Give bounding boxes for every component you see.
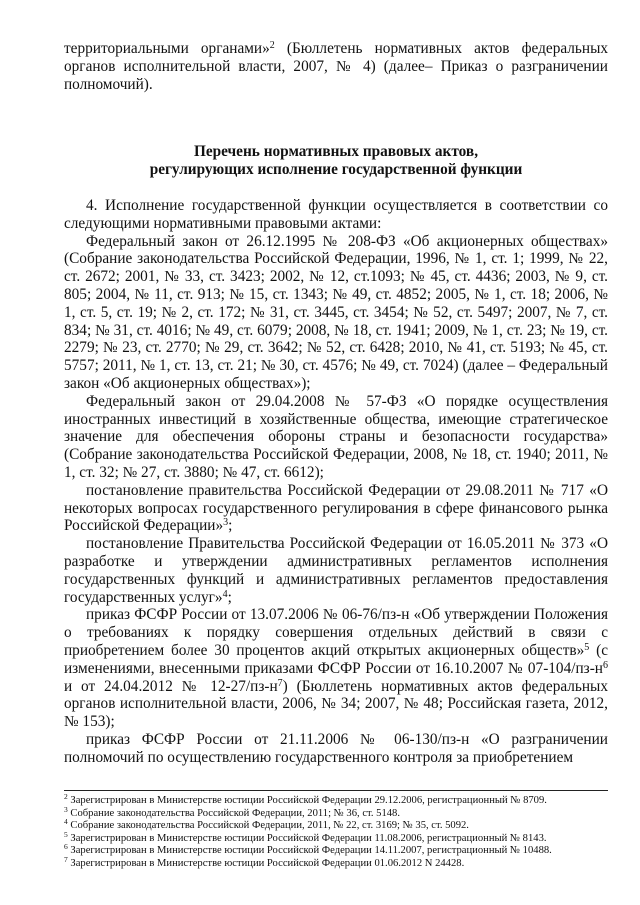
- footnote-ref: 2: [269, 40, 275, 51]
- paragraph-text: приказ ФСФР России от 13.07.2006 № 06-76/пз-н «Об утверждении Положения о требованиях к порядку совершения отдельных действий в связи с приобретением более 30 процентов акций открытых акционерных обществ»: [64, 606, 608, 659]
- paragraph-text: ) (Бюллетень нормативных актов федеральных органов исполнительной власти, 2006, № 34; 2007, № 48; Российская газета, 2012, № 153);: [64, 677, 608, 731]
- paragraph-end: ;: [227, 588, 232, 606]
- paragraph-decree-717: [64, 482, 608, 535]
- section-heading: [64, 143, 608, 179]
- intro-text: территориальными органами»: [64, 40, 270, 57]
- footnote-number: 3: [64, 804, 68, 814]
- paragraph-end: ;: [228, 517, 233, 535]
- footnote-ref: 3: [223, 517, 229, 529]
- body-text: [64, 197, 608, 767]
- footnote-text: Собрание законодательства Российской Федерации, 2011; № 36, ст. 5148.: [67, 807, 400, 819]
- footnote-ref: 6: [603, 659, 608, 671]
- footnote-number: 4: [64, 817, 68, 827]
- footnote-text: Собрание законодательства Российской Федерации, 2011, № 22, ст. 3169; № 35, ст. 5092.: [67, 820, 469, 832]
- footnote-number: 5: [64, 829, 68, 839]
- footnote: [64, 792, 608, 808]
- footnote-text: Зарегистрирован в Министерстве юстиции Российской Федерации 29.12.2006, регистрационный № 8709.: [67, 795, 547, 806]
- paragraph-text: постановление правительства Российской Федерации от 29.08.2011 № 717 «О некоторых вопросах государственного регулирования в сфере финансового рынка Российской Федерации»: [64, 481, 608, 535]
- paragraph-decree-373: [64, 535, 608, 606]
- paragraph-federal-law-57: Федеральный закон от 29.04.2008 № 57-ФЗ «О порядке осуществления иностранных инвестиций в хозяйственные общества, имеющие стратегическое значение для обеспечения обороны страны и безопасности государства» (Собрание законодательства Российской Федерации, 2008, № 18, ст. 1940; 2011, № 1, ст. 32; № 27, ст. 3880; № 47, ст. 6612);: [64, 392, 608, 481]
- footnote: [64, 829, 608, 846]
- paragraph-text: и от 24.04.2012 № 12-27/пз-н: [64, 677, 278, 695]
- footnotes: [64, 790, 608, 871]
- paragraph-text: постановление Правительства Российской Федерации от 16.05.2011 № 373 «О разработке и утверждении административных регламентов исполнения государственных функций и административных регламентов предоставления государственных услуг»: [64, 535, 608, 606]
- intro-paragraph: [64, 40, 608, 93]
- footnote-number: 7: [64, 854, 68, 864]
- footnote: [64, 804, 608, 821]
- footnote-number: 2: [64, 792, 68, 801]
- footnote: [64, 854, 608, 871]
- heading-line-2: регулирующих исполнение государственной функции: [149, 160, 523, 178]
- footnote-ref: 5: [584, 641, 590, 653]
- footnote-ref: 7: [277, 677, 283, 689]
- intro-text-continued: (Бюллетень нормативных актов федеральных органов исполнительной власти, 2007, № 4) (далее– Приказ о разграничении полномочий).: [64, 40, 608, 93]
- footnote-ref: 4: [222, 588, 228, 600]
- footnote: [64, 817, 608, 833]
- paragraph-4: 4. Исполнение государственной функции осуществляется в соответствии со следующими нормативными правовыми актами:: [64, 197, 608, 232]
- footnote-text: Зарегистрирован в Министерстве юстиции Российской Федерации 14.11.2007, регистрационный № 10488.: [67, 845, 552, 857]
- footnote-number: 6: [64, 842, 68, 852]
- paragraph-text: (с изменениями, внесенными приказами ФСФР России от 16.10.2007 № 07-104/пз-н: [64, 641, 608, 677]
- paragraph-order-06-130: приказ ФСФР России от 21.11.2006 № 06-130/пз-н «О разграничении полномочий по осуществлению государственного контроля за приобретением: [64, 730, 608, 766]
- footnote-text: Зарегистрирован в Министерстве юстиции Российской Федерации 11.08.2006, регистрационный № 8143.: [67, 832, 547, 844]
- footnote: [64, 842, 608, 858]
- paragraph-order-06-76: [64, 606, 608, 731]
- footnote-text: Зарегистрирован в Министерстве юстиции Российской Федерации 01.06.2012 N 24428.: [67, 857, 465, 869]
- paragraph-federal-law-208: Федеральный закон от 26.12.1995 № 208-ФЗ «Об акционерных обществах» (Собрание законодательства Российской Федерации, 1996, № 1, ст. 1; 1999, № 22, ст. 2672; 2001, № 33, ст. 3423; 2002, № 12, ст.1093; № 45, ст. 4436; 2003, № 9, ст. 805; 2004, № 11, ст. 913; № 15, ст. 1343; № 49, ст. 4852; 2005, № 1, ст. 18; 2006, № 1, ст. 5, ст. 19; № 2, ст. 172; № 31, ст. 3445, ст. 3454; № 52, ст. 5497; 2007, № 7, ст. 834; № 31, ст. 4016; № 49, ст. 6079; 2008, № 18, ст. 1941; 2009, № 1, ст. 23; № 19, ст. 2279; № 23, ст. 2770; № 29, ст. 3642; № 52, ст. 6428; 2010, № 41, ст. 5193; № 45, ст. 5757; 2011, № 1, ст. 13, ст. 21; № 30, ст. 4576; № 49, ст. 7024) (далее – Федеральный закон «Об акционерных обществах»);: [64, 232, 608, 392]
- heading-line-1: Перечень нормативных правовых актов,: [193, 143, 479, 160]
